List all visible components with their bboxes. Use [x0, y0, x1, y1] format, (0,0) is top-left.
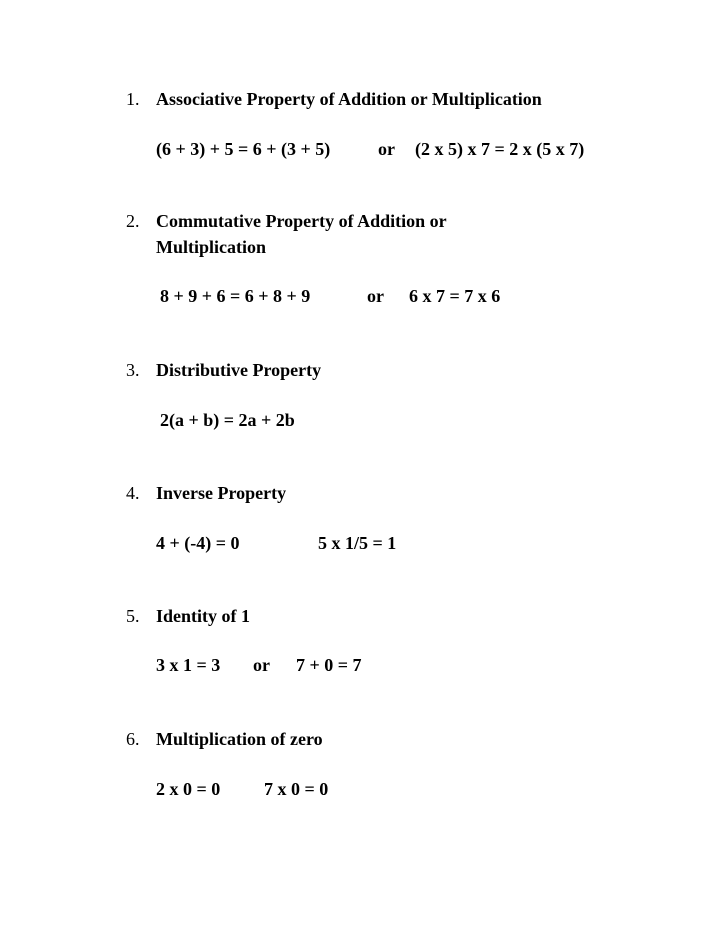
- item-2-heading-line-2: Multiplication: [156, 237, 267, 257]
- item-5-equation-2: 7 + 0 = 7: [296, 655, 362, 675]
- item-6-equation-1: 2 x 0 = 0: [156, 779, 221, 799]
- item-5-heading: Identity of 1: [156, 606, 250, 626]
- item-2-number: 2.: [126, 211, 140, 231]
- item-1-equation-2: (2 x 5) x 7 = 2 x (5 x 7): [415, 139, 585, 159]
- item-4-heading: Inverse Property: [156, 483, 287, 503]
- item-1-equation-1: (6 + 3) + 5 = 6 + (3 + 5): [156, 139, 331, 159]
- item-2-equation-1: 8 + 9 + 6 = 6 + 8 + 9: [160, 286, 311, 306]
- item-3-equation-1: 2(a + b) = 2a + 2b: [160, 410, 295, 430]
- item-5-equation-1: 3 x 1 = 3: [156, 655, 221, 675]
- item-6-equation-2: 7 x 0 = 0: [264, 779, 329, 799]
- item-2-equation-2: 6 x 7 = 7 x 6: [409, 286, 501, 306]
- item-5-separator: or: [253, 655, 270, 675]
- item-1-number: 1.: [126, 89, 140, 109]
- item-6-number: 6.: [126, 729, 140, 749]
- item-4-number: 4.: [126, 483, 140, 503]
- item-1-heading: Associative Property of Addition or Multiplication: [156, 89, 542, 109]
- item-4-equation-2: 5 x 1/5 = 1: [318, 533, 397, 553]
- item-1-separator: or: [378, 139, 395, 159]
- item-4-equation-1: 4 + (-4) = 0: [156, 533, 240, 553]
- item-6-heading: Multiplication of zero: [156, 729, 323, 749]
- item-3-heading: Distributive Property: [156, 360, 322, 380]
- item-3-number: 3.: [126, 360, 140, 380]
- item-2-separator: or: [367, 286, 384, 306]
- item-5-number: 5.: [126, 606, 140, 626]
- item-2-heading-line-1: Commutative Property of Addition or: [156, 211, 447, 231]
